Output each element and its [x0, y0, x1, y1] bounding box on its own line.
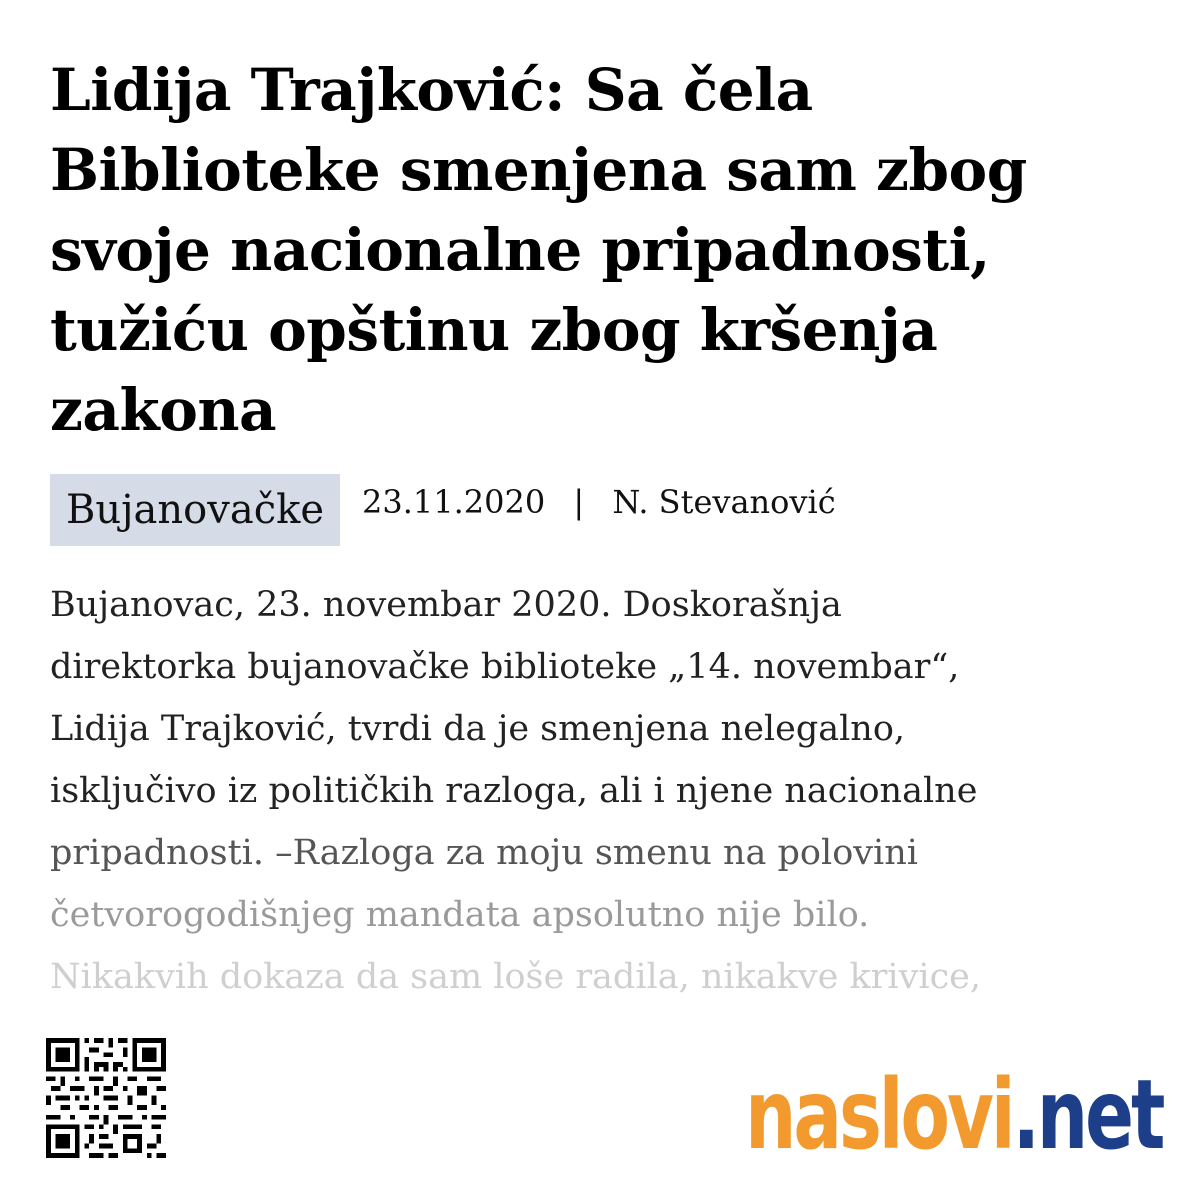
meta-separator: |: [573, 483, 585, 521]
lede-line: isključivo iz političkih razloga, ali i njene nacionalne: [50, 771, 978, 811]
article-lede: [50, 574, 1150, 1008]
logo-text-naslovi: naslovi: [744, 1059, 1013, 1171]
qr-code-icon[interactable]: [46, 1038, 166, 1158]
article-author: N. Stevanović: [612, 483, 836, 521]
lede-line: Lidija Trajković, tvrdi da je smenjena nelegalno,: [50, 709, 906, 749]
naslovi-logo[interactable]: [745, 1060, 1162, 1170]
lede-line: direktorka bujanovačke biblioteke „14. novembar“,: [50, 647, 960, 687]
lede-line: četvorogodišnjeg mandata apsolutno nije bilo.: [50, 895, 870, 935]
lede-line: Bujanovac, 23. novembar 2020. Doskorašnja: [50, 585, 842, 625]
footer: [0, 1030, 1200, 1200]
article-meta: [50, 474, 1150, 546]
lede-line: pripadnosti. –Razloga za moju smenu na polovini: [50, 833, 918, 873]
lede-line: Nikakvih dokaza da sam loše radila, nikakve krivice,: [50, 957, 982, 997]
category-badge[interactable]: Bujanovačke: [50, 474, 340, 546]
article-date: 23.11.2020: [362, 483, 546, 521]
logo-text-net: .net: [1012, 1059, 1162, 1171]
article-title[interactable]: Lidija Trajković: Sa čela Biblioteke smenjena sam zbog svoje nacionalne pripadnosti, tužiću opštinu zbog kršenja zakona: [50, 56, 1027, 444]
meta-info: [362, 466, 836, 538]
